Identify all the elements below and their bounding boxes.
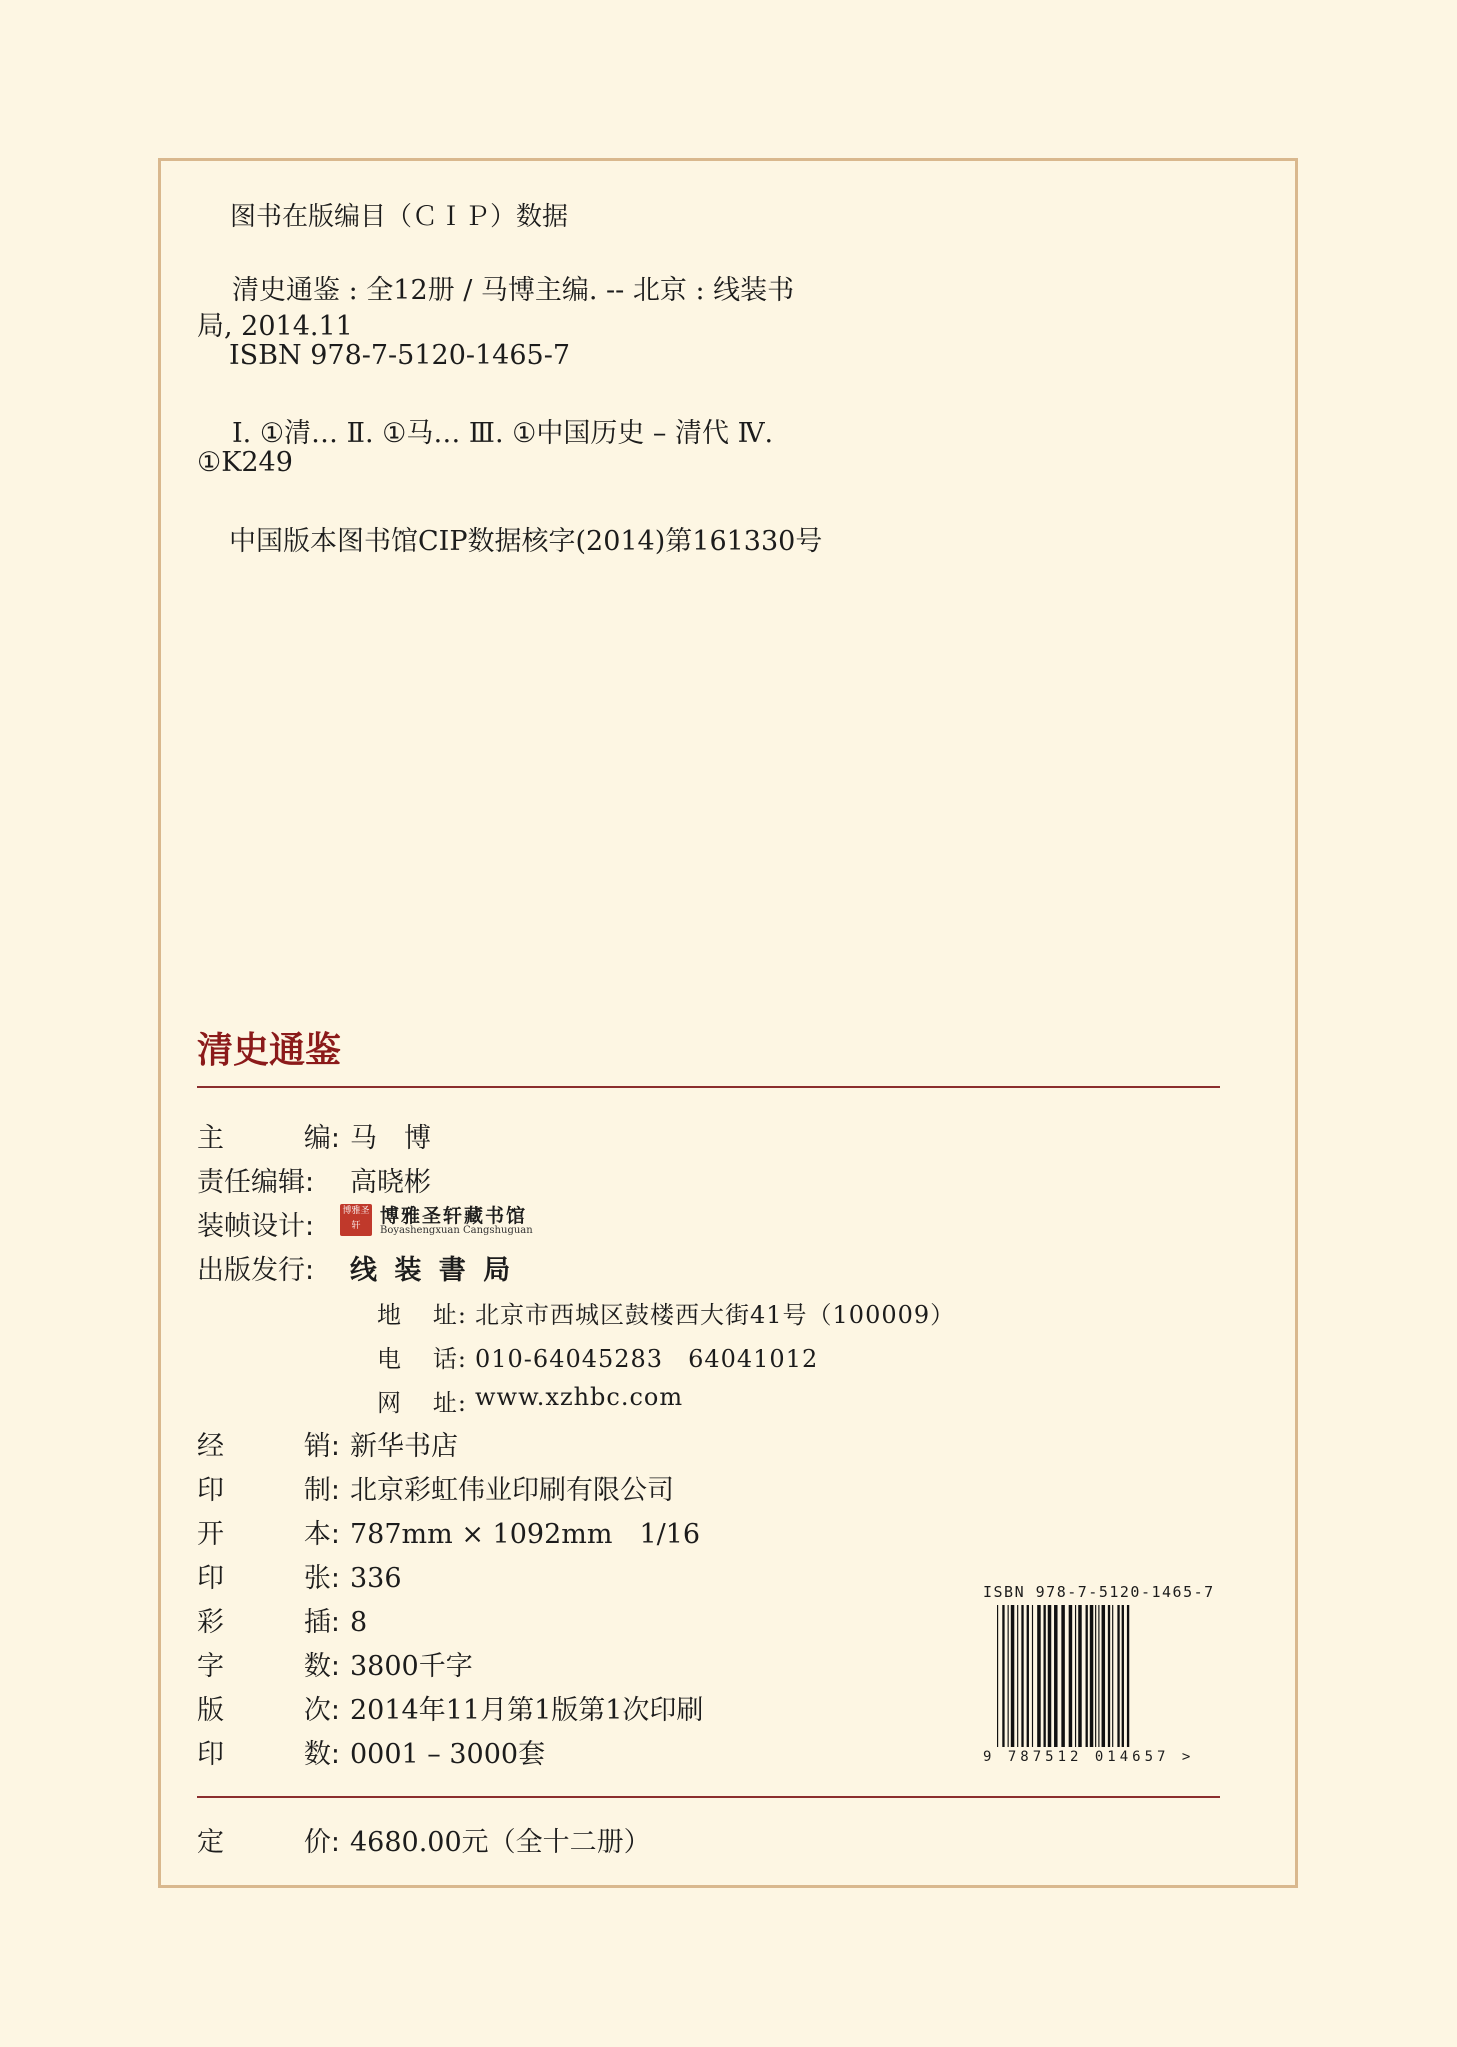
cip-heading: 图书在版编目（ＣＩＰ）数据 <box>230 202 569 232</box>
publisher-seal-logo: 博雅圣轩 <box>340 1204 372 1236</box>
barcode-bar <box>1054 1605 1058 1747</box>
barcode-bar <box>1011 1605 1015 1747</box>
barcode-bar <box>1069 1605 1073 1747</box>
barcode-bar <box>1078 1605 1082 1747</box>
barcode-bar <box>1117 1605 1119 1747</box>
cip-isbn: ISBN 978-7-5120-1465-7 <box>229 340 571 371</box>
design-studio-logo-cn: 博雅圣轩藏书馆 <box>380 1205 528 1227</box>
cip-entry-line1: 清史通鉴 : 全12册 / 马博主编. -- 北京 : 线装书 <box>232 275 795 306</box>
cip-subject-line1: Ⅰ. ①清… Ⅱ. ①马… Ⅲ. ①中国历史 – 清代 Ⅳ. <box>232 418 774 449</box>
credit-color-plates: 彩 插: 8 <box>197 1607 368 1638</box>
credit-sheets: 印 张: 336 <box>197 1563 402 1594</box>
credit-responsible-editor: 责任编辑: 高晓彬 <box>197 1167 431 1198</box>
barcode-bars <box>997 1605 1205 1747</box>
barcode-bar <box>1017 1605 1018 1747</box>
credit-distributor: 经 销: 新华书店 <box>197 1431 458 1462</box>
cip-verification: 中国版本图书馆CIP数据核字(2014)第161330号 <box>229 526 823 557</box>
credit-print-run: 印 数: 0001 – 3000套 <box>197 1739 546 1770</box>
barcode-bar <box>1021 1605 1023 1747</box>
barcode-bar <box>1032 1605 1033 1747</box>
credit-word-count: 字 数: 3800千字 <box>197 1651 473 1682</box>
barcode-bar <box>1043 1605 1045 1747</box>
barcode-bar <box>1086 1605 1088 1747</box>
credit-format: 开 本: 787mm × 1092mm 1/16 <box>197 1519 701 1550</box>
barcode-bar <box>1002 1605 1004 1747</box>
cip-entry-line2: 局, 2014.11 <box>197 311 353 342</box>
credit-design: 装帧设计: <box>197 1211 315 1242</box>
credit-price: 定 价: 4680.00元（全十二册） <box>197 1827 651 1858</box>
barcode-bar <box>1102 1605 1106 1747</box>
barcode-digits: 9 787512 014657 > <box>983 1749 1195 1765</box>
design-studio-logo-en: Boyashengxuan Cangshuguan <box>380 1225 533 1236</box>
credit-printer: 印 制: 北京彩虹伟业印刷有限公司 <box>197 1475 674 1506</box>
credit-edition: 版 次: 2014年11月第1版第1次印刷 <box>197 1695 704 1726</box>
barcode-bar <box>1122 1605 1124 1747</box>
publisher-website: 网 址: www.xzhbc.com <box>377 1383 684 1417</box>
barcode-bar <box>1090 1605 1094 1747</box>
barcode-bar <box>1027 1605 1029 1747</box>
book-title: 清史通鉴 <box>197 1030 342 1071</box>
barcode-bar <box>1061 1605 1065 1747</box>
barcode-bar <box>1037 1605 1041 1747</box>
price-rule <box>197 1796 1220 1798</box>
cip-subject-line2: ①K249 <box>197 447 293 478</box>
isbn-barcode <box>983 1583 1223 1768</box>
credit-publisher: 出版发行: 线 装 書 局 <box>197 1255 515 1286</box>
barcode-bar <box>1108 1605 1110 1747</box>
publisher-phone: 电 话: 010-64045283 64041012 <box>377 1345 819 1373</box>
barcode-isbn-text: ISBN 978-7-5120-1465-7 <box>983 1583 1215 1601</box>
publisher-address: 地 址: 北京市西城区鼓楼西大街41号（100009） <box>377 1301 956 1329</box>
barcode-bar <box>1112 1605 1113 1747</box>
barcode-bar <box>1095 1605 1096 1747</box>
barcode-bar <box>1075 1605 1076 1747</box>
barcode-bar <box>1098 1605 1099 1747</box>
barcode-bar <box>1048 1605 1052 1747</box>
credit-chief-editor: 主 编: 马 博 <box>197 1123 431 1154</box>
barcode-bar <box>1008 1605 1009 1747</box>
barcode-bar <box>997 1605 998 1747</box>
title-rule <box>197 1086 1220 1088</box>
barcode-bar <box>1127 1605 1129 1747</box>
